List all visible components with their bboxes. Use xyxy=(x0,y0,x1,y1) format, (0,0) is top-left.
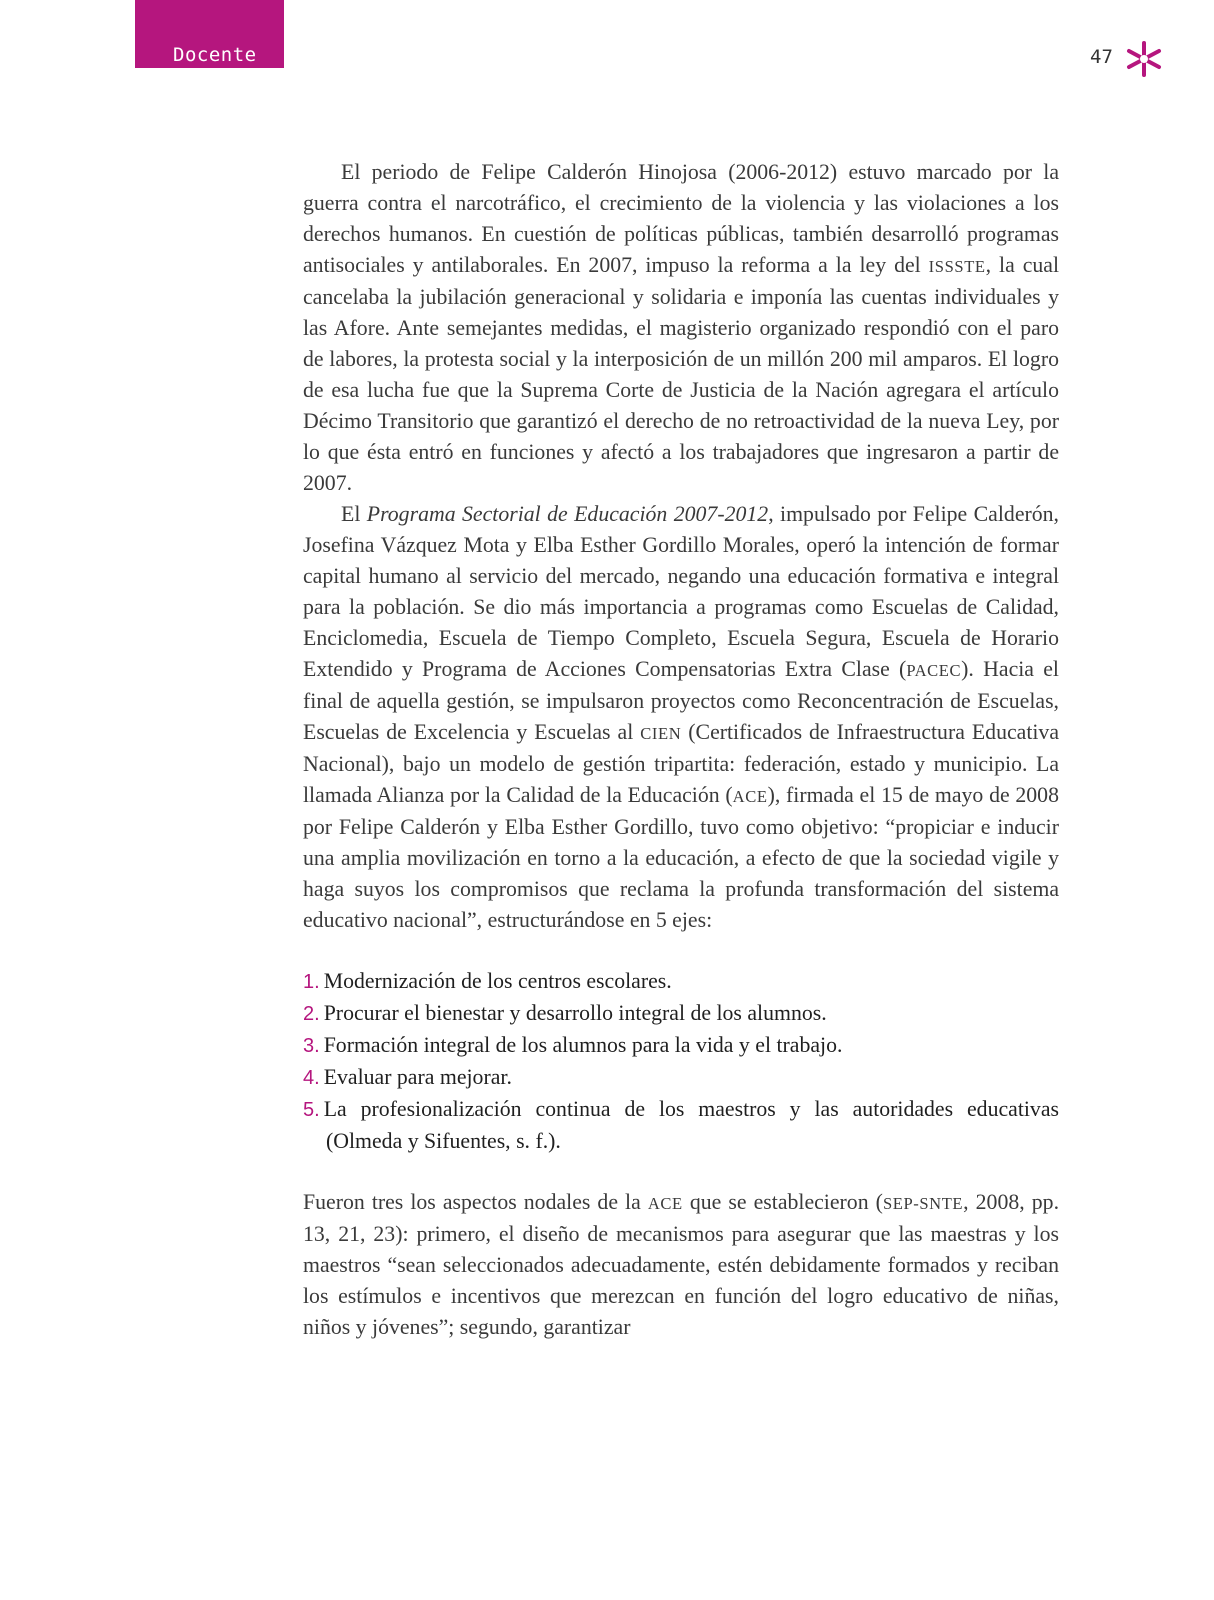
paragraph-text: , la cual cancelaba la jubilación generacional y solidaria e imponía las cuentas individuales y las Afore. Ante semejantes medidas, el magisterio organizado respondió con el paro de labores, la protesta social y la interposición de un millón 200 mil amparos. El logro de esa lucha fue que la Suprema Corte de Justicia de la Nación agregara el artículo Décimo Transitorio que garantizó el derecho de no retroactividad de la nueva Ley, por lo que ésta entró en funciones y afectó a los trabajadores que ingresaron a partir de 2007. xyxy=(303,253,1059,495)
list-item-text: Formación integral de los alumnos para la vida y el trabajo. xyxy=(323,1033,843,1057)
abbreviation: ACE xyxy=(732,787,768,806)
abbreviation: SEP-SNTE xyxy=(882,1194,964,1213)
paragraph-text: ). Hacia el final de aquella gestión, se impulsaron proyectos como Reconcentración de Escuelas, Escuelas de Excelencia y Escuelas al xyxy=(303,657,1059,744)
list-number: 5. xyxy=(303,1099,320,1121)
abbreviation: PACEC xyxy=(906,661,962,680)
paragraph-text: (Certificados de Infraestructura Educativa Nacional), bajo un modelo de gestión tripartita: federación, estado y municipio. La llamada Alianza por la Calidad de la Educación ( xyxy=(303,720,1060,807)
axes-list xyxy=(303,966,1059,1157)
list-number: 4. xyxy=(303,1067,320,1089)
list-number: 3. xyxy=(303,1035,320,1057)
list-item xyxy=(303,998,1059,1030)
list-number: 2. xyxy=(303,1003,320,1025)
list-item-text: Modernización de los centros escolares. xyxy=(323,969,672,993)
list-item-text: Procurar el bienestar y desarrollo integral de los alumnos. xyxy=(323,1001,827,1025)
abbreviation: ISSSTE xyxy=(928,257,986,276)
paragraph-3 xyxy=(303,1187,1059,1343)
list-number: 1. xyxy=(303,971,320,993)
program-title: Programa Sectorial de Educación 2007-2012 xyxy=(366,502,769,526)
paragraph-text: que se establecieron ( xyxy=(689,1190,883,1214)
paragraph-text: ), firmada el 15 de mayo de 2008 por Felipe Calderón y Elba Esther Gordillo, tuvo como objetivo: “propiciar e inducir una amplia movilización en torno a la educación, a efecto de que la sociedad vigile y haga suyos los compromisos que reclama la profunda transformación del sistema educativo nacional”, estructurándose en 5 ejes: xyxy=(303,783,1059,932)
paragraph-text: Fueron tres los aspectos nodales de la xyxy=(303,1190,641,1214)
asterisk-icon xyxy=(1124,39,1164,79)
list-item-text: Evaluar para mejorar. xyxy=(323,1065,512,1089)
abbreviation: CIEN xyxy=(640,724,682,743)
abbreviation: ACE xyxy=(647,1194,683,1213)
paragraph-text: El xyxy=(341,502,361,526)
page-number: 47 xyxy=(1090,46,1113,68)
list-item xyxy=(303,966,1059,998)
paragraph-text: El periodo de Felipe Calderón Hinojosa (2006-2012) estuvo marcado por la guerra contra el narcotráfico, el crecimiento de la violencia y las violaciones a los derechos humanos. En cuestión de políticas públicas, también desarrolló programas antisociales y antilaborales. En 2007, impuso la reforma a la ley del xyxy=(303,160,1059,277)
list-item xyxy=(303,1094,1059,1157)
body-text xyxy=(303,157,1059,1343)
paragraph-1 xyxy=(303,157,1059,499)
paragraph-2 xyxy=(303,499,1059,936)
section-tab xyxy=(135,0,284,68)
paragraph-text: , impulsado por Felipe Calderón, Josefina Vázquez Mota y Elba Esther Gordillo Morales, operó la intención de formar capital humano al servicio del mercado, negando una educación formativa e integral para la población. Se dio más importancia a programas como Escuelas de Calidad, Enciclomedia, Escuela de Tiempo Completo, Escuela Segura, Escuela de Horario Extendido y Programa de Acciones Compensatorias Extra Clase ( xyxy=(303,502,1059,681)
list-item xyxy=(303,1062,1059,1094)
list-item xyxy=(303,1030,1059,1062)
paragraph-text: , 2008, pp. 13, 21, 23): primero, el diseño de mecanismos para asegurar que las maestras y los maestros “sean seleccionados adecuadamente, estén debidamente formados y reciban los estímulos e incentivos que merezcan en función del logro educativo de niñas, niños y jóvenes”; segundo, garantizar xyxy=(303,1190,1060,1339)
section-label: Docente xyxy=(173,44,257,66)
list-item-text: La profesionalización continua de los maestros y las autoridades educativas (Olmeda y Sifuentes, s. f.). xyxy=(323,1097,1059,1153)
